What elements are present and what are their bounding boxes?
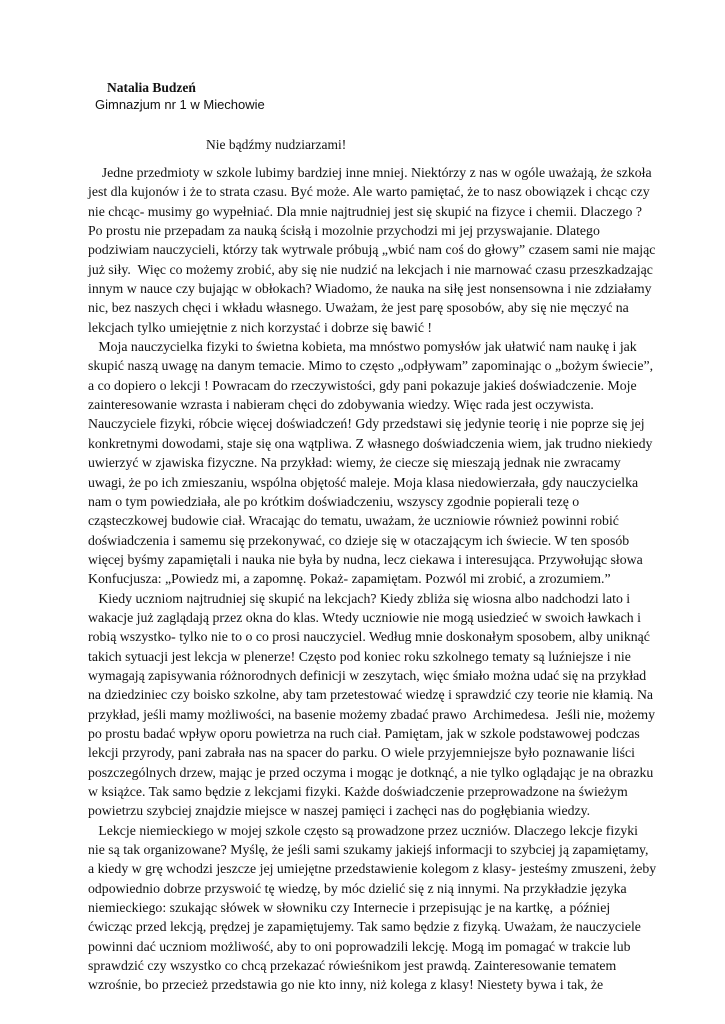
body-line: Lekcje niemieckiego w mojej szkole często są prowadzone przez uczniów. Dlaczego lekcje fizyki <box>88 822 638 838</box>
body-line: innym w nauce czy bujając w obłokach? Wiadomo, że nauka na siłę jest nonsensowna i nie zdziałamy <box>88 281 652 297</box>
body-line: jest dla kujonów i że to strata czasu. Być może. Ale warto pamiętać, że to nasz obowiązek i chcąc czy <box>88 184 650 200</box>
body-line: niemieckiego: szukając słówek w słowniku czy Internecie i przepisując je na kartkę, a później <box>88 900 611 916</box>
body-line: ćwicząc przed lekcją, prędzej je zapamiętujemy. Tak samo będzie z fizyką. Uważam, że nauczyciele <box>88 919 641 935</box>
body-line: cząsteczkowej budowie ciał. Wracając do tematu, uważam, że uczniowie również powinni robić <box>88 513 619 529</box>
body-line: podziwiam nauczycieli, którzy tak wytrwale próbują „wbić nam coś do głowy” czasem sami nie mając <box>88 242 656 258</box>
body-line: a kiedy w grę wchodzi jeszcze jej umiejętne przedstawienie kolegom z klasy- jesteśmy zmuszeni, żeby <box>88 861 657 877</box>
body-line: Nauczyciele fizyki, róbcie więcej doświadczeń! Gdy przedstawi się jedynie teorię i nie poprze się jej <box>88 416 645 432</box>
body-line: nam o tym powiedziała, ale po krótkim doświadczeniu, wszyscy zgodnie popierali tezę o <box>88 493 580 509</box>
body-line: lekcji przyrody, pani zabrała nas na spacer do parku. O wiele przyjemniejsze było poznawanie liści <box>88 745 635 761</box>
author-name: Natalia Budzeń <box>107 80 196 95</box>
body-line: Jedne przedmioty w szkole lubimy bardziej inne mniej. Niektórzy z nas w ogóle uważają, że szkoła <box>88 165 652 180</box>
body-line: wymagają zapisywania różnorodnych definicji w zeszytach, więc śmiało można udać się na przykład <box>88 667 647 683</box>
school-name: Gimnazjum nr 1 w Miechowie <box>95 97 265 112</box>
body-line: nie chcąc- musimy go wypełniać. Dla mnie najtrudniej jest się skupić na fizyce i chemii. Dlaczego ? <box>88 203 642 219</box>
body-line: wakacje już zaglądają przez okna do klas. Wtedy uczniowie nie mogą usiedzieć w swoich ławkach i <box>88 609 641 625</box>
body-line: a co dopiero o lekcji ! Powracam do rzeczywistości, gdy pani pokazuje jakieś doświadczenie. Moje <box>88 377 637 393</box>
body-line: skupić naszą uwagę na danym temacie. Mimo to często „odpływam” zapominając o „bożym świecie”, <box>88 358 654 374</box>
body-line: uwagi, że po ich zmieszaniu, wspólna objętość maleje. Moja klasa niedowierzała, gdy nauczycielka <box>88 474 639 490</box>
body-line: w książce. Tak samo będzie z lekcjami fizyki. Każde doświadczenie przeprowadzone na świeżym <box>88 784 628 799</box>
body-line: lekcjach tylko umiejętnie z nich korzystać i dobrze się bawić ! <box>88 319 433 335</box>
body-line: zainteresowanie wzrasta i nabieram chęci do zdobywania wiedzy. Więc rada jest oczywista. <box>88 397 594 413</box>
body-line: Moja nauczycielka fizyki to świetna kobieta, ma mnóstwo pomysłów jak ułatwić nam naukę i jak <box>88 339 637 355</box>
body-line: po prostu badać wpływ oporu powietrza na ruch ciał. Pamiętam, jak w szkole podstawowej podczas <box>88 725 640 741</box>
body-line: konkretnymi dowodami, staje się ona wątpliwa. Z własnego doświadczenia wiem, jak trudno niekiedy <box>88 435 653 451</box>
body-line: Po prostu nie przepadam za nauką ścisłą i mozolnie przychodzi mi jej przyswajanie. Dlatego <box>88 223 600 239</box>
body-line: robią wszystko- tylko nie to o co prosi nauczyciel. Według mnie doskonałym sposobem, alby uniknąć <box>88 629 650 645</box>
body-line: uwierzyć w zjawiska fizyczne. Na przykład: wiemy, że ciecze się mieszają jednak nie zwracamy <box>88 455 621 471</box>
essay-body <box>88 163 657 995</box>
body-line: wzrośnie, bo przecież przedstawia go nie kto inny, niż kolega z klasy! Niestety bywa i tak, że <box>88 977 604 993</box>
essay-title: Nie bądźmy nudziarzami! <box>206 137 347 152</box>
body-line: powietrzu szybciej znajdzie miejsce w naszej pamięci i zachęci nas do pogłębiania wiedzy. <box>88 803 591 819</box>
body-line: przykład, jeśli mamy możliwości, na basenie możemy zbadać prawo Archimedesa. Jeśli nie, możemy <box>88 706 656 722</box>
body-line: doświadczenia i samemu się przekonywać, co dzieje się w otaczającym ich świecie. W ten sposób <box>88 532 630 548</box>
body-line: więcej byśmy zapamiętali i nauka nie była by nudna, lecz ciekawa i interesująca. Przywołując słowa <box>88 551 643 567</box>
body-line: Kiedy uczniom najtrudniej się skupić na lekcjach? Kiedy zbliża się wiosna albo nadchodzi lato i <box>88 590 631 606</box>
body-line: poszczególnych drzew, mając je przed oczyma i mogąc je dotknąć, a nie tylko oglądając je na obrazku <box>88 764 654 780</box>
body-line: na dziedziniec czy boisko szkolne, aby tam przetestować wiedzę i sprawdzić czy teorie nie kłamią. Na <box>88 687 654 703</box>
body-line: takich sytuacji jest lekcja w plenerze! Często pod koniec roku szkolnego tematy są luźniejsze i nie <box>88 648 631 664</box>
body-line: odpowiednio dobrze przyswoić tę wiedzę, by móc dzielić się z nią innymi. Na przykładzie języka <box>88 880 627 896</box>
body-line: Konfucjusza: „Powiedz mi, a zapomnę. Pokaż- zapamiętam. Pozwól mi zrobić, a zrozumiem.” <box>88 571 611 587</box>
body-line: nie są tak organizowane? Myślę, że jeśli sami szukamy jakiejś informacji to szybciej ją zapamiętamy, <box>88 842 649 858</box>
body-line: sprawdzić czy wszystko co chcą przekazać rówieśnikom jest prawdą. Zainteresowanie tematem <box>88 958 617 974</box>
body-line: powinni dać uczniom możliwość, aby to oni poprowadzili lekcję. Mogą im pomagać w trakcie lub <box>88 938 631 954</box>
body-line: nic, bez naszych chęci i wkładu własnego. Uważam, że jest parę sposobów, aby się nie męczyć na <box>88 300 629 316</box>
body-line: już siły. Więc co możemy zrobić, aby się nie nudzić na lekcjach i nie marnować czasu przeszkadzając <box>88 261 653 277</box>
